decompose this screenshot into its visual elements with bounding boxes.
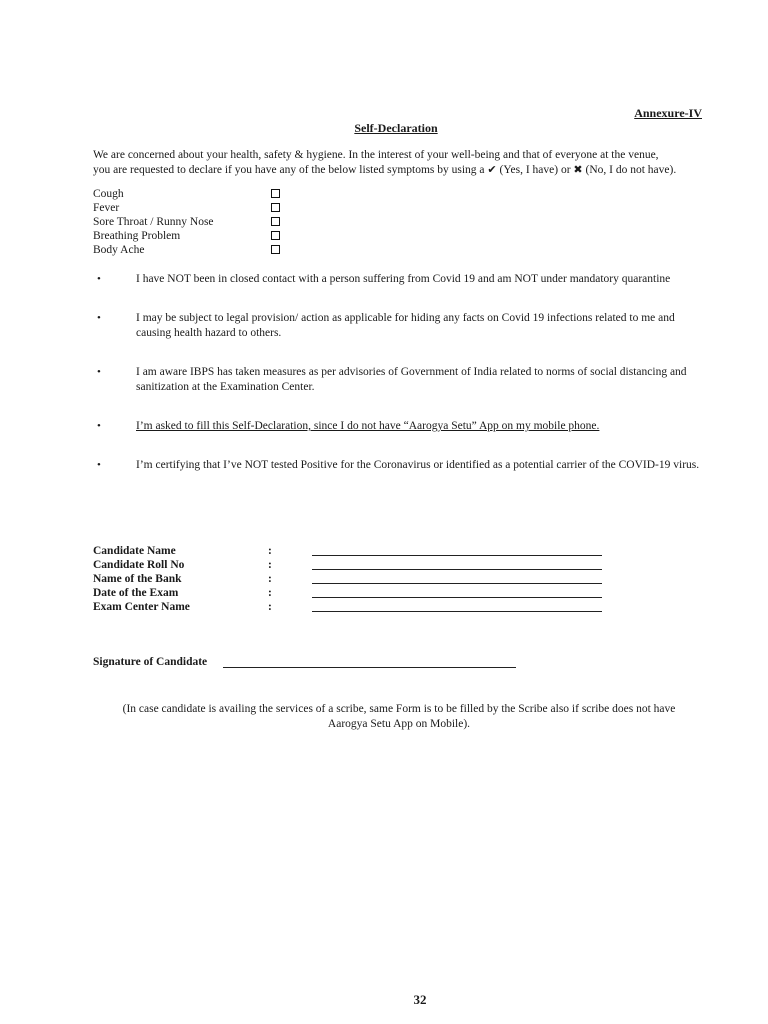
field-row [93,558,613,572]
symptom-checkbox[interactable] [271,189,280,198]
field-row [93,572,613,586]
candidate-fields [93,544,613,614]
bullet-icon: • [97,366,101,378]
symptom-label: Cough [93,188,124,200]
symptom-checkbox[interactable] [271,245,280,254]
field-label: Date of the Exam [93,587,179,599]
yes-text: (Yes, I have) or [496,164,574,176]
bullet-icon: • [97,420,101,432]
symptom-row [93,215,293,229]
symptom-row [93,229,293,243]
scribe-note [93,702,705,732]
field-colon: : [268,587,272,599]
declaration-text: I am aware IBPS has taken measures as per advisories of Government of India related to norms of social distancing and sanitization at the Examination Center. [136,366,687,393]
cross-icon: ✖ [573,164,583,176]
symptom-checkbox[interactable] [271,203,280,212]
declaration-item [93,311,705,341]
signature-label: Signature of Candidate [93,656,208,668]
signature-field[interactable] [223,667,516,668]
symptom-label: Breathing Problem [93,230,181,242]
declaration-item [93,419,705,434]
field-colon: : [268,559,272,571]
bank-name-field[interactable] [312,583,602,584]
field-label: Name of the Bank [93,573,182,585]
field-label: Candidate Name [93,545,176,557]
intro-line-2-text: you are requested to declare if you have any of the below listed symptoms by using a [93,164,488,176]
declaration-list [93,272,705,473]
symptom-label: Body Ache [93,244,145,256]
symptom-checkbox[interactable] [271,217,280,226]
annexure-label: Annexure-IV [634,106,702,120]
check-icon: ✔ [487,164,497,176]
symptom-row [93,187,293,201]
symptom-list [93,187,293,257]
intro-line-1: We are concerned about your health, safety & hygiene. In the interest of your well-being and that of everyone at the venue, [93,149,659,161]
declaration-text: I’m certifying that I’ve NOT tested Positive for the Coronavirus or identified as a potential carrier of the COVID-19 virus. [136,459,700,471]
symptom-label: Fever [93,202,120,214]
intro-line-2 [93,163,705,178]
field-row [93,600,613,614]
bullet-icon: • [97,273,101,285]
declaration-text: I may be subject to legal provision/ action as applicable for hiding any facts on Covid 19 infections related to me and causing health hazard to others. [136,312,675,339]
field-label: Exam Center Name [93,601,190,613]
bullet-icon: • [97,459,101,471]
no-text: (No, I do not have). [582,164,677,176]
field-label: Candidate Roll No [93,559,185,571]
declaration-item [93,458,705,473]
symptom-checkbox[interactable] [271,231,280,240]
symptom-row [93,243,293,257]
candidate-name-field[interactable] [312,555,602,556]
declaration-text: I’m asked to fill this Self-Declaration, since I do not have “Aarogya Setu” App on my mobile phone. [136,420,600,432]
intro-paragraph [93,148,705,178]
symptom-row [93,201,293,215]
scribe-note-line-1: (In case candidate is availing the services of a scribe, same Form is to be filled by the Scribe also if scribe does not have [122,703,676,715]
scribe-note-line-2: Aarogya Setu App on Mobile). [327,718,471,730]
symptom-label: Sore Throat / Runny Nose [93,216,214,228]
exam-date-field[interactable] [312,597,602,598]
page-title: Self-Declaration [354,121,438,135]
exam-center-field[interactable] [312,611,602,612]
field-colon: : [268,573,272,585]
field-row [93,544,613,558]
field-row [93,586,613,600]
declaration-text: I have NOT been in closed contact with a person suffering from Covid 19 and am NOT under mandatory quarantine [136,273,671,285]
page-number: 32 [413,992,427,1007]
field-colon: : [268,601,272,613]
roll-no-field[interactable] [312,569,602,570]
field-colon: : [268,545,272,557]
bullet-icon: • [97,312,101,324]
declaration-item [93,272,705,287]
declaration-item [93,365,705,395]
